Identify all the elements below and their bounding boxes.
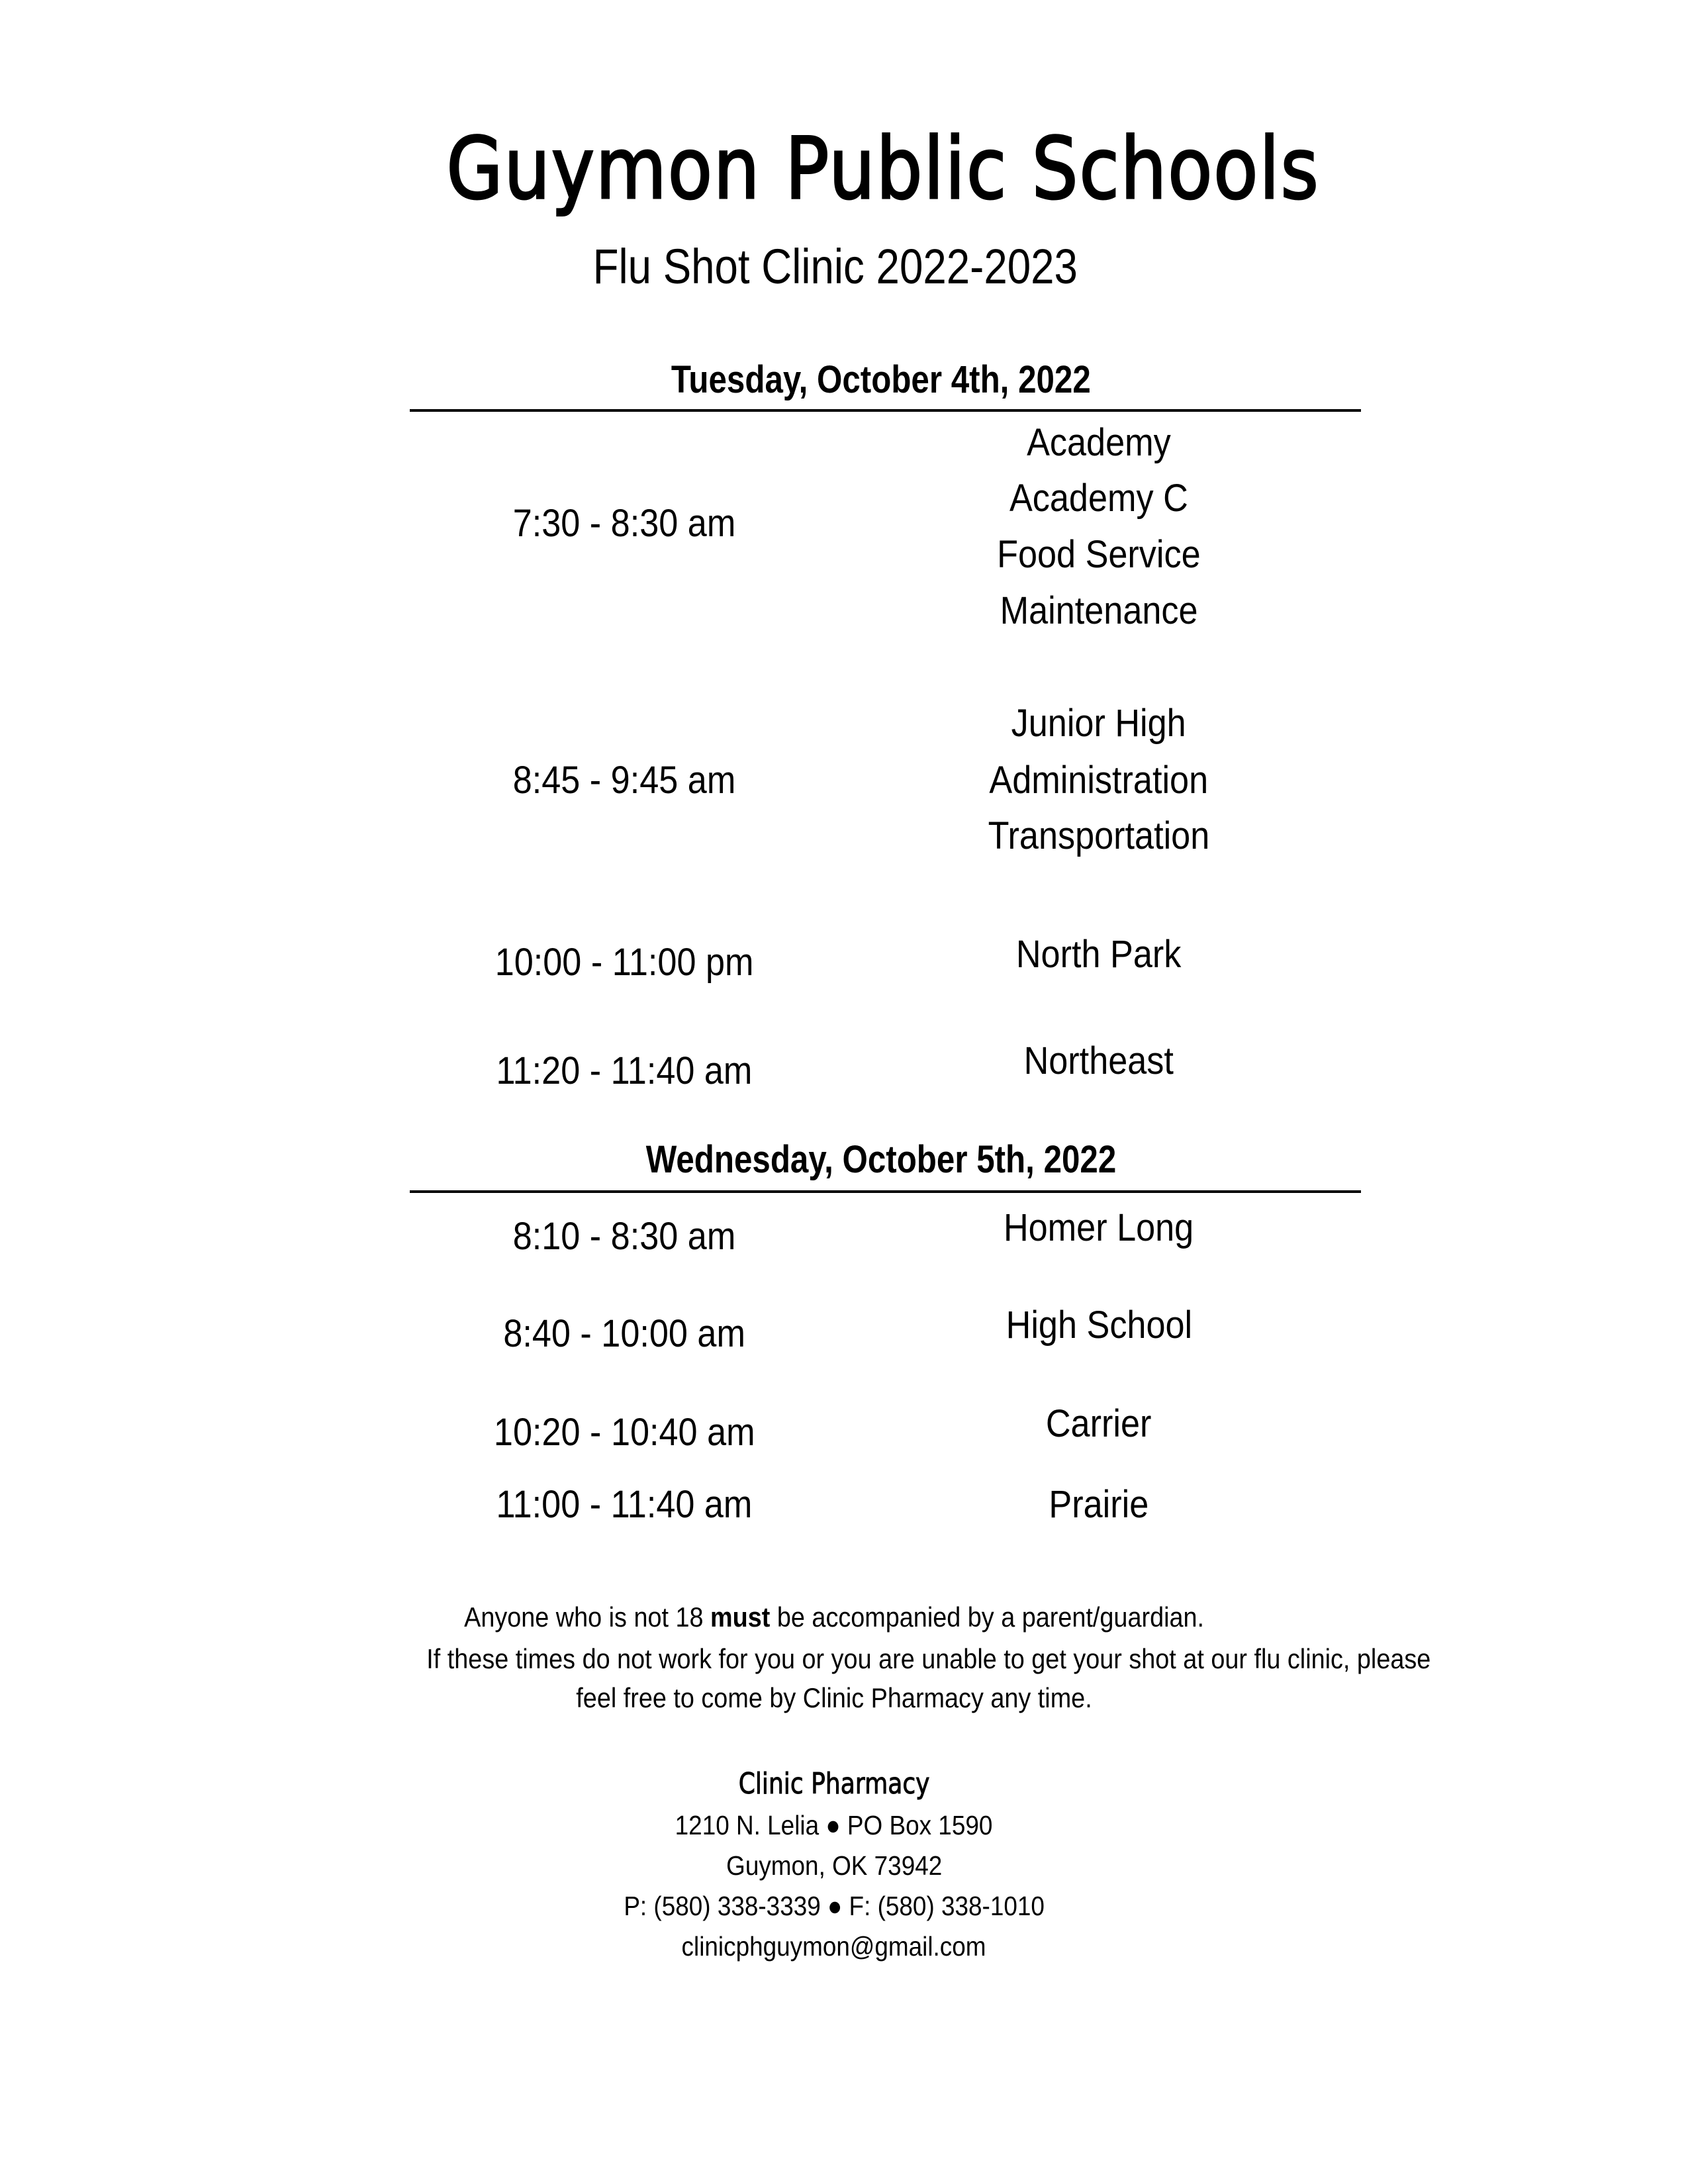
slot-location: [635, 1483, 1562, 1526]
pharmacy-email: [371, 1933, 1297, 1960]
slot-location: [635, 704, 1562, 743]
location-text: Academy C: [1009, 477, 1188, 520]
location-text: Prairie: [1049, 1483, 1149, 1526]
pharmacy-address: [371, 1812, 1297, 1839]
slot-location: [635, 589, 1562, 632]
slot-location: [635, 935, 1562, 974]
address-text: 1210 N. Lelia ● PO Box 1590: [675, 1810, 993, 1840]
location-text: Northeast: [1023, 1039, 1174, 1082]
slot-location: [635, 1306, 1562, 1345]
location-text: Administration: [989, 759, 1209, 802]
slot-location: [635, 479, 1562, 518]
day-header-wednesday: [418, 1138, 1344, 1181]
slot-time-text: 10:20 - 10:40 am: [493, 1411, 755, 1454]
slot-location: [635, 1402, 1562, 1445]
location-text: Food Service: [997, 533, 1201, 576]
slot-location: [635, 814, 1562, 857]
location-text: High School: [1006, 1304, 1192, 1347]
location-text: Homer Long: [1004, 1206, 1194, 1249]
slot-location: [635, 421, 1562, 464]
divider-tuesday: [410, 409, 1361, 412]
divider-wednesday: [410, 1190, 1361, 1193]
page-subtitle-text: Flu Shot Clinic 2022-2023: [592, 239, 1078, 294]
notice-text: If these times do not work for you or you are unable to get your shot at our flu clinic, please: [426, 1643, 1431, 1674]
slot-time-text: 11:20 - 11:40 am: [496, 1049, 753, 1092]
page-title-text: Guymon Public Schools: [446, 120, 1320, 218]
slot-time-text: 7:30 - 8:30 am: [512, 502, 736, 545]
slot-time-text: 8:45 - 9:45 am: [512, 759, 736, 802]
pharmacy-phone-fax: [371, 1893, 1297, 1920]
location-text: Transportation: [988, 814, 1210, 857]
slot-location: [635, 1206, 1562, 1249]
location-text: North Park: [1016, 933, 1182, 976]
slot-time-text: 8:10 - 8:30 am: [512, 1215, 736, 1258]
slot-location: [635, 761, 1562, 800]
day-header-text: Tuesday, October 4th, 2022: [671, 358, 1091, 401]
phone-fax-text: P: (580) 338-3339 ● F: (580) 338-1010: [624, 1891, 1045, 1921]
location-text: Maintenance: [1000, 589, 1198, 632]
day-header-tuesday: [418, 358, 1344, 401]
city-text: Guymon, OK 73942: [726, 1850, 943, 1881]
pharmacy-name: [371, 1767, 1297, 1801]
pharmacy-city: [371, 1852, 1297, 1879]
alternative-notice-line2: [371, 1684, 1297, 1712]
slot-location: [635, 1039, 1562, 1082]
location-text: Carrier: [1046, 1402, 1152, 1445]
notice-text: be accompanied by a parent/guardian.: [770, 1601, 1204, 1633]
slot-location: [635, 533, 1562, 576]
alternative-notice-line1: [371, 1643, 1431, 1674]
pharmacy-name-text: Clinic Pharmacy: [738, 1767, 930, 1801]
guardian-notice: [371, 1603, 1297, 1631]
location-text: Academy: [1027, 421, 1171, 464]
page-subtitle: [372, 239, 1299, 294]
slot-time-text: 10:00 - 11:00 pm: [494, 941, 754, 984]
slot-time-text: 11:00 - 11:40 am: [496, 1483, 753, 1526]
location-text: Junior High: [1011, 702, 1187, 745]
notice-text: feel free to come by Clinic Pharmacy any time.: [576, 1682, 1092, 1713]
page-title: [375, 120, 1320, 218]
email-link[interactable]: clinicphguymon@gmail.com: [682, 1931, 986, 1962]
slot-time-text: 8:40 - 10:00 am: [503, 1312, 745, 1355]
notice-emphasis: must: [710, 1601, 771, 1633]
notice-text: Anyone who is not 18: [464, 1601, 710, 1633]
day-header-text: Wednesday, October 5th, 2022: [645, 1138, 1117, 1181]
